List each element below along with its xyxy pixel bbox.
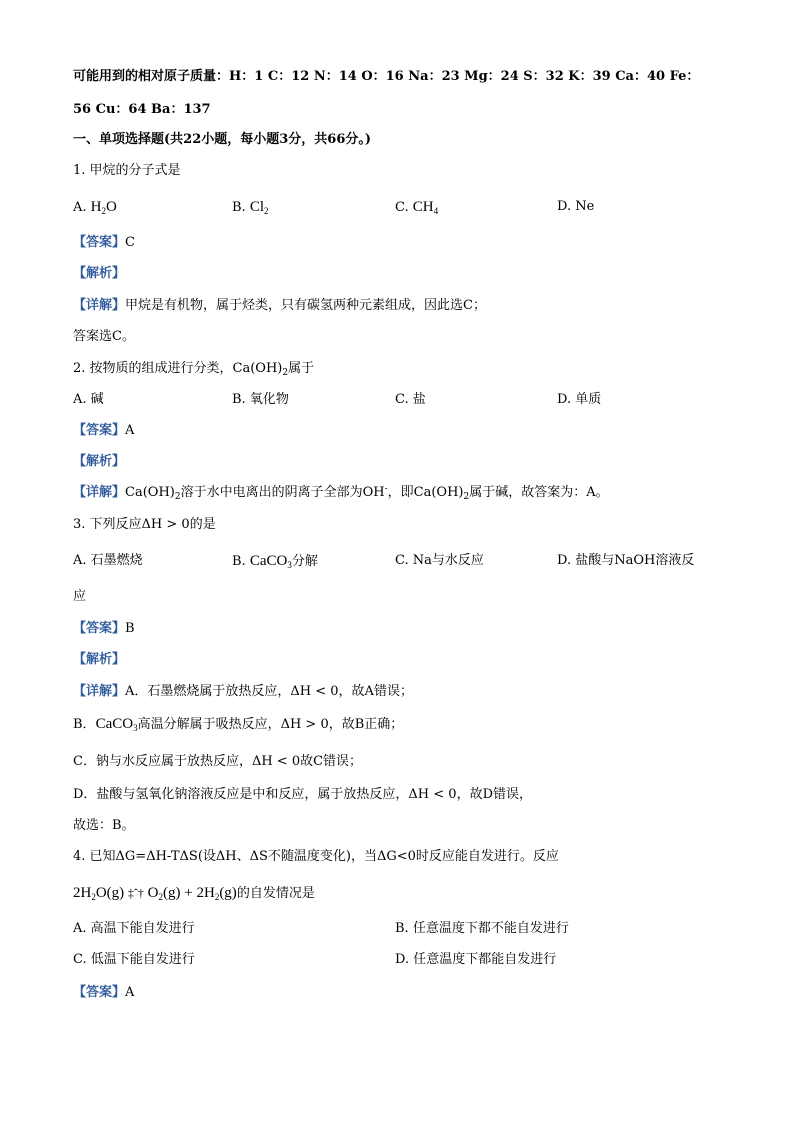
formula-caco3: CaCO$_3$ bbox=[249, 553, 292, 570]
question-2-answer: 【答案】A bbox=[73, 423, 135, 438]
question-1-option-b: B. $Cl_2$ bbox=[232, 199, 269, 216]
reaction-equation: $2H_2O(g)$ ‡ˆ† $O_2(g) + 2H_2(g)$ bbox=[73, 885, 237, 902]
formula-cl2: $Cl_2$ bbox=[249, 199, 269, 216]
question-3-option-b: B. CaCO$_3$分解 bbox=[232, 553, 318, 570]
question-4-equation: $2H_2O(g)$ ‡ˆ† $O_2(g) + 2H_2(g)$的自发情况是 bbox=[73, 885, 315, 902]
question-4-option-a: A. 高温下能自发进行 bbox=[73, 921, 195, 936]
question-3-conclusion: 故选：B。 bbox=[73, 818, 135, 833]
question-2-option-d: D. 单质 bbox=[557, 392, 602, 407]
question-4-option-b: B. 任意温度下都不能自发进行 bbox=[395, 921, 569, 936]
question-3-detail-b: B．CaCO$_3$高温分解属于吸热反应，ΔH > 0，故B正确； bbox=[73, 716, 404, 733]
question-3-detail-c: C．钠与水反应属于放热反应，ΔH < 0故C错误； bbox=[73, 754, 363, 769]
question-3-stem: 3. 下列反应ΔH > 0的是 bbox=[73, 517, 216, 532]
question-2-option-b: B. 氧化物 bbox=[232, 392, 289, 407]
question-2-analysis-label: 【解析】 bbox=[73, 454, 126, 469]
question-2-option-c: C. 盐 bbox=[395, 392, 426, 407]
question-1-analysis-label: 【解析】 bbox=[73, 266, 126, 281]
question-3-detail-a: 【详解】A．石墨燃烧属于放热反应，ΔH < 0，故A错误； bbox=[73, 684, 413, 699]
question-4-answer: 【答案】A bbox=[73, 985, 135, 1000]
formula-h2o: $H_2O$ bbox=[90, 199, 117, 216]
question-4-option-d: D. 任意温度下都能自发进行 bbox=[395, 952, 557, 967]
question-1-option-a: A. $H_2O$ bbox=[73, 199, 117, 216]
reversible-arrow-icon: ‡ˆ† bbox=[127, 886, 144, 900]
question-2-stem: 2. 按物质的组成进行分类，$Ca(OH)_2$属于 bbox=[73, 361, 315, 378]
question-1-option-c: C. $CH_4$ bbox=[395, 199, 439, 216]
question-1-stem: 1. 甲烷的分子式是 bbox=[73, 163, 181, 178]
question-4-stem: 4. 已知ΔG=ΔH-TΔS(设ΔH、ΔS不随温度变化)，当ΔG<0时反应能自发进行。反应 bbox=[73, 849, 559, 864]
atomic-masses-line-1: 可能用到的相对原子质量：H：1 C：12 N：14 O：16 Na：23 Mg：24 S：32 K：39 Ca：40 Fe： bbox=[73, 69, 700, 84]
question-3-option-a: A. 石墨燃烧 bbox=[73, 553, 143, 568]
question-3-option-d-wrap: 应 bbox=[73, 589, 87, 604]
question-3-option-c: C. Na与水反应 bbox=[395, 553, 484, 568]
section-title: 一、单项选择题(共22小题，每小题3分，共66分。) bbox=[73, 132, 372, 147]
atomic-masses-line-2: 56 Cu：64 Ba：137 bbox=[73, 102, 211, 117]
formula-ch4: $CH_4$ bbox=[412, 199, 439, 216]
formula-caco3-detail: CaCO$_3$ bbox=[95, 716, 138, 733]
question-3-detail-d: D．盐酸与氢氧化钠溶液反应是中和反应，属于放热反应，ΔH < 0，故D错误， bbox=[73, 787, 532, 802]
question-4-option-c: C. 低温下能自发进行 bbox=[73, 952, 195, 967]
question-1-detail: 【详解】甲烷是有机物，属于烃类，只有碳氢两种元素组成，因此选C； bbox=[73, 298, 486, 313]
question-1-answer: 【答案】C bbox=[73, 235, 135, 250]
question-1-option-d: D. Ne bbox=[557, 199, 595, 214]
question-3-option-d: D. 盐酸与NaOH溶液反 bbox=[557, 553, 695, 568]
question-2-option-a: A. 碱 bbox=[73, 392, 104, 407]
question-3-answer: 【答案】B bbox=[73, 621, 135, 636]
question-3-analysis-label: 【解析】 bbox=[73, 652, 126, 667]
question-1-conclusion: 答案选C。 bbox=[73, 329, 135, 344]
question-2-detail: 【详解】$Ca(OH)_2$溶于水中电离出的阴离子全部为OH-，即$Ca(OH)_2$属于碱，故答案为：A。 bbox=[73, 484, 609, 502]
